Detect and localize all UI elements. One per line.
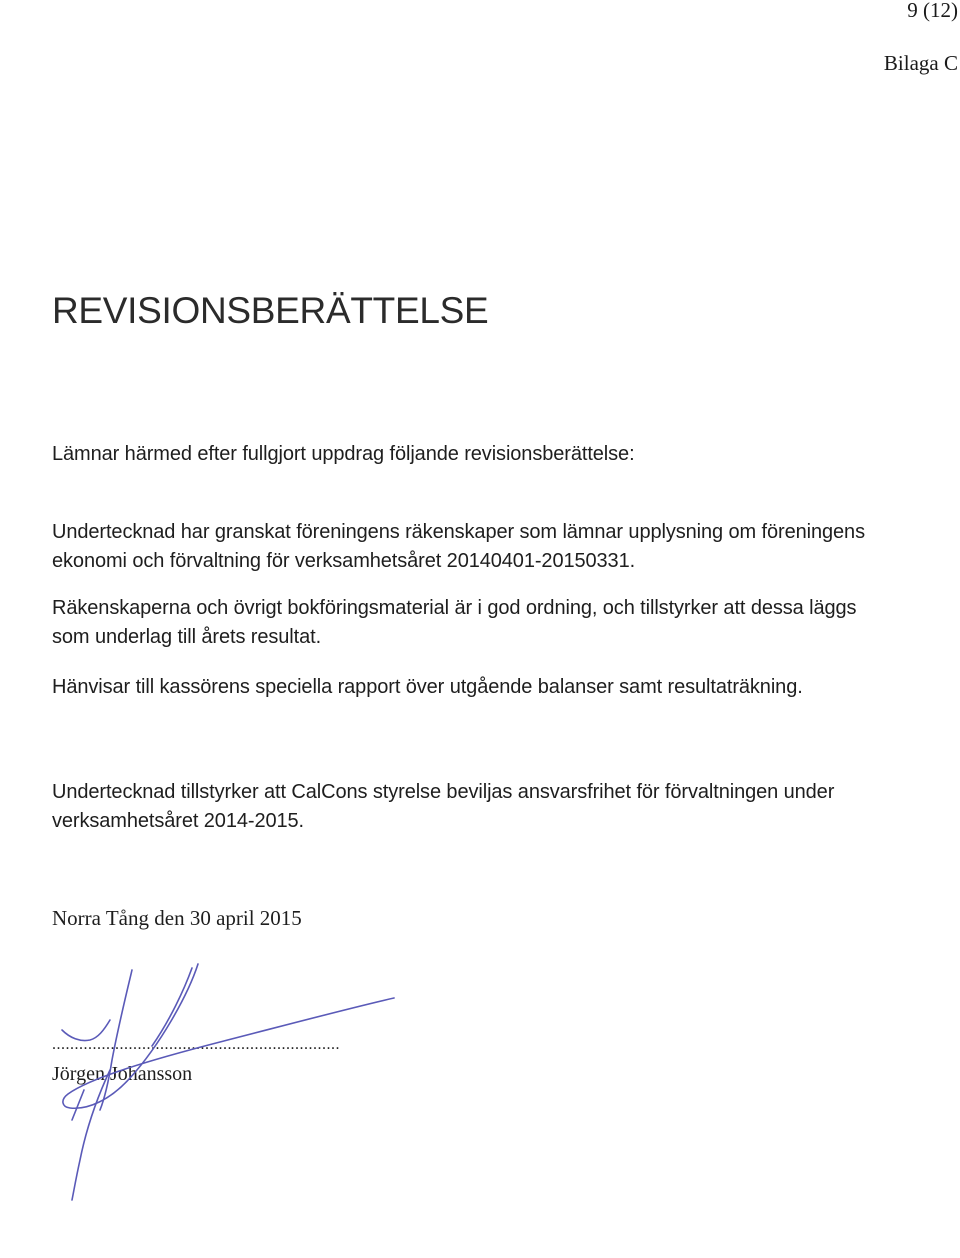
- paragraph-examined: Undertecknad har granskat föreningens räkenskaper som lämnar upplysning om föreningens ekonomi och förvaltning för verksamhetsåret 20140401-20150331.: [52, 521, 865, 572]
- paragraph-refer: Hänvisar till kassörens speciella rapport över utgående balanser samt resultaträkning.: [52, 676, 803, 698]
- signature-line: ................................................................: [52, 1036, 340, 1053]
- handwritten-signature: [0, 950, 460, 1210]
- paragraph-intro: Lämnar härmed efter fullgjort uppdrag följande revisionsberättelse:: [52, 443, 635, 465]
- paragraph-discharge: Undertecknad tillstyrker att CalCons styrelse beviljas ansvarsfrihet för förvaltningen under verksamhetsåret 2014-2015.: [52, 781, 835, 832]
- annex-label: Bilaga C: [883, 51, 958, 75]
- document-title: REVISIONSBERÄTTELSE: [52, 290, 489, 331]
- page-number: 9 (12): [907, 0, 958, 22]
- place-date: Norra Tång den 30 april 2015: [52, 906, 302, 930]
- paragraph-accounts: Räkenskaperna och övrigt bokföringsmaterial är i god ordning, och tillstyrker att dessa läggs som underlag till årets resultat.: [52, 597, 857, 648]
- signer-name: Jörgen Johansson: [52, 1063, 193, 1085]
